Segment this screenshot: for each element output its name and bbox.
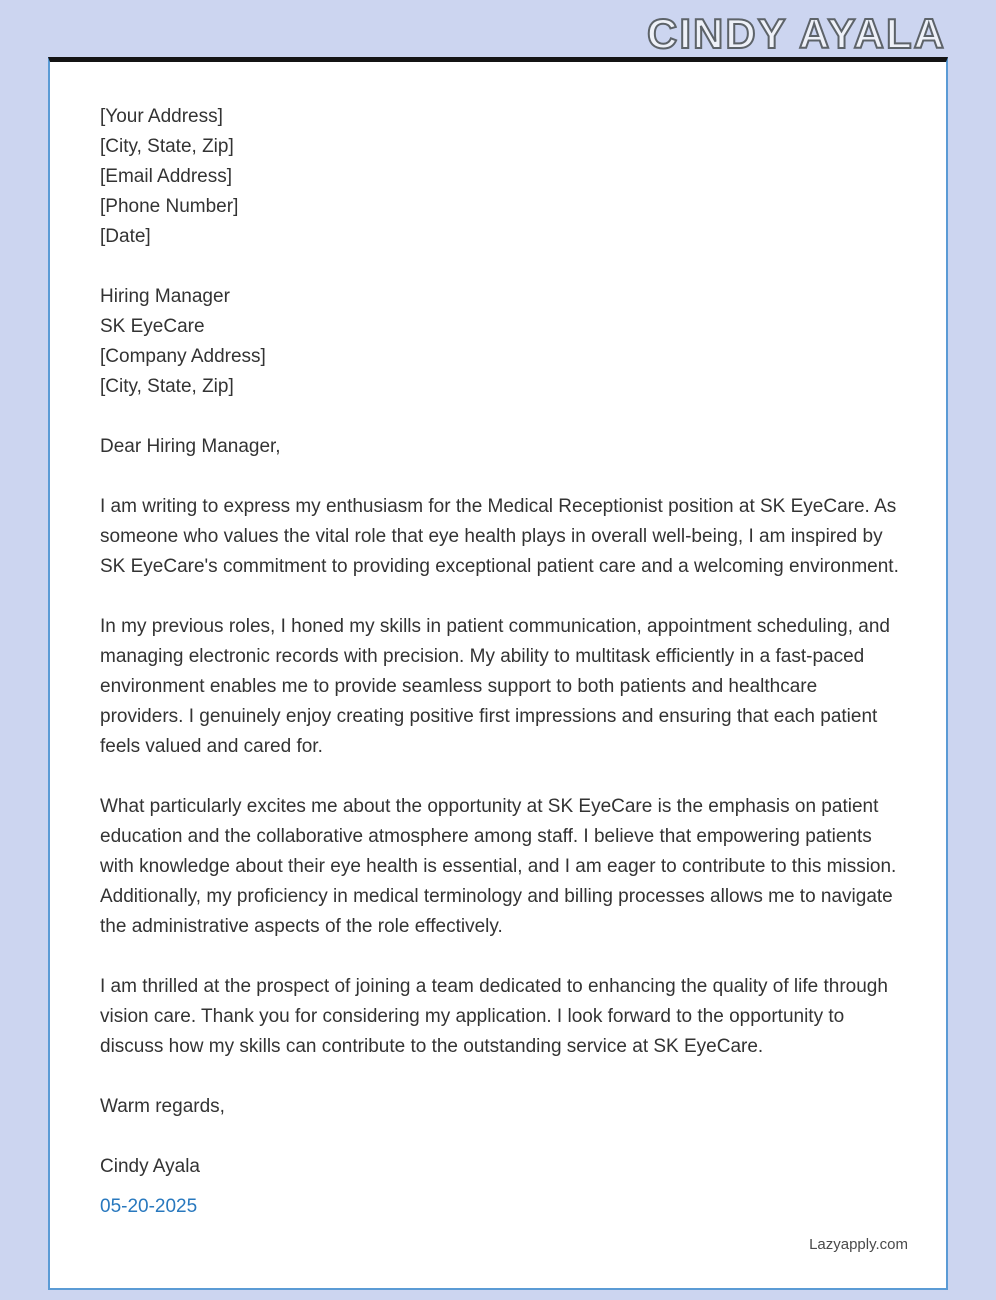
recipient-line: [City, State, Zip] <box>100 376 234 397</box>
body-paragraph: I am writing to express my enthusiasm for the Medical Receptionist position at SK EyeCare. As someone who values the vital role that eye health plays in overall well-being, I am inspired by SK EyeCare's commitment to providing exceptional patient care and a welcoming environment. <box>100 496 899 577</box>
body-paragraph: What particularly excites me about the opportunity at SK EyeCare is the emphasis on patient education and the collaborative atmosphere among staff. I believe that empowering patients with knowledge about their eye health is essential, and I am eager to contribute to this mission. Additionally, my proficiency in medical terminology and billing processes allows me to navigate the administrative aspects of the role effectively. <box>100 796 897 937</box>
address-line: [Phone Number] <box>100 196 239 217</box>
recipient-line: [Company Address] <box>100 346 266 367</box>
header-name: CINDY AYALA <box>647 10 946 57</box>
address-line: [City, State, Zip] <box>100 136 234 157</box>
body-paragraph: I am thrilled at the prospect of joining a team dedicated to enhancing the quality of life through vision care. Thank you for considering my application. I look forward to the opportunity to discuss how my skills can contribute to the outstanding service at SK EyeCare. <box>100 976 888 1057</box>
signature: Cindy Ayala <box>100 1156 200 1177</box>
address-line: [Email Address] <box>100 166 232 187</box>
address-line: [Your Address] <box>100 106 223 127</box>
body-paragraph: In my previous roles, I honed my skills in patient communication, appointment scheduling, and managing electronic records with precision. My ability to multitask efficiently in a fast-paced environment enables me to provide seamless support to both patients and healthcare providers. I genuinely enjoy creating positive first impressions and ensuring that each patient feels valued and cared for. <box>100 616 890 757</box>
recipient-line: Hiring Manager <box>100 286 230 307</box>
recipient-line: SK EyeCare <box>100 316 205 337</box>
watermark: Lazyapply.com <box>809 1236 908 1253</box>
salutation: Dear Hiring Manager, <box>100 436 281 457</box>
sender-address-block <box>100 102 900 252</box>
recipient-block <box>100 282 900 402</box>
letter-date: 05-20-2025 <box>100 1196 198 1217</box>
letter-panel <box>48 57 948 1290</box>
address-line: [Date] <box>100 226 151 247</box>
closing: Warm regards, <box>100 1096 225 1117</box>
